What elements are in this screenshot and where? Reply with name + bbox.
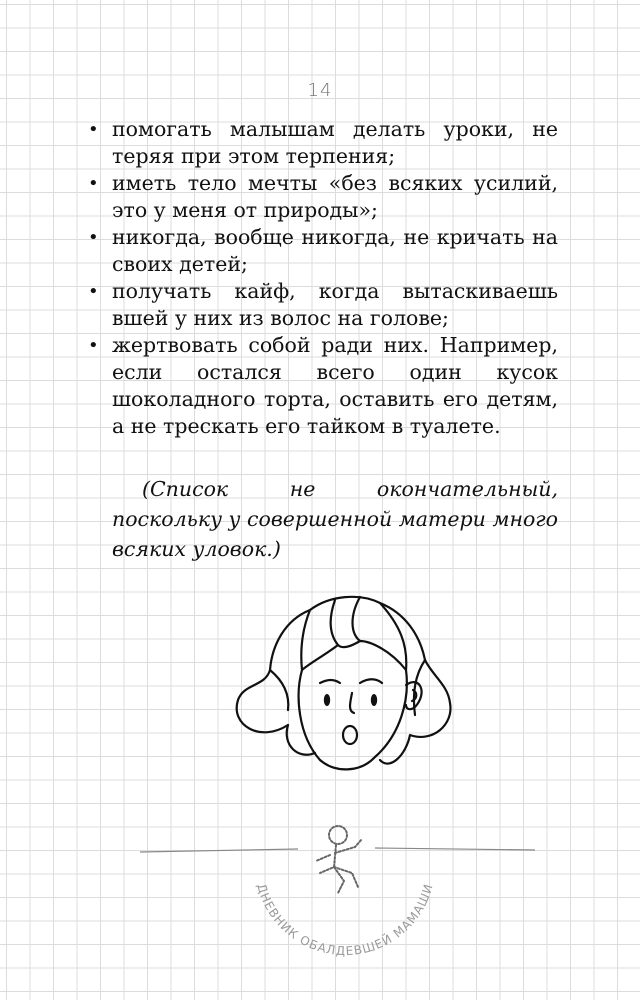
list-item: • иметь тело мечты «без всяких усилий, это у меня от природы»; xyxy=(112,170,558,224)
italic-note: (Список не окончательный, поскольку у совершенной матери много всяких уловок.) xyxy=(112,477,558,561)
list-item: • никогда, вообще никогда, не кричать на своих детей; xyxy=(112,224,558,278)
bullet-list xyxy=(112,116,558,440)
list-item: • помогать малышам делать уроки, не теряя при этом терпения; xyxy=(112,116,558,170)
list-item: • получать кайф, когда вытаскиваешь вшей у них из волос на голове; xyxy=(112,278,558,332)
page-number: 14 xyxy=(307,80,333,101)
worried-woman-illustration xyxy=(210,575,470,785)
running-figure-icon xyxy=(316,826,362,893)
list-item: • жертвовать собой ради них. Например, если остался всего один кусок шоколадного торта, оставить его детям, а не трескать его тайком в туалете. xyxy=(112,332,558,440)
footer-divider-right xyxy=(375,848,535,850)
footer-title: ДНЕВНИК ОБАЛДЕВШЕЙ МАМАШИ xyxy=(254,881,436,959)
book-footer-emblem xyxy=(130,815,540,965)
footer-divider-left xyxy=(140,849,298,852)
